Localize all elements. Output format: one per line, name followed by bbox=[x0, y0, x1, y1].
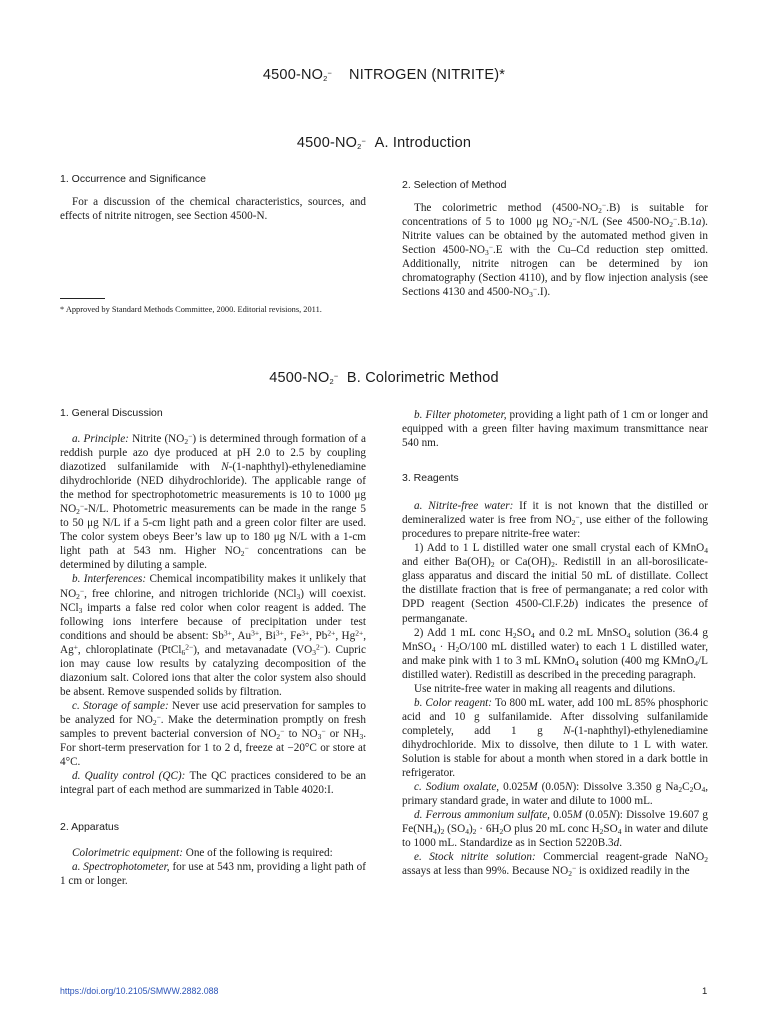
footnote-rule bbox=[60, 298, 105, 299]
procedure-1-paragraph: 1) Add to 1 L distilled water one small crystal each of KMnO$_4$ and either $Ba(OH)_2$ or $Ca(OH)_2$. Redistill in an all-borosilicate-glass apparatus and discard the initial 50 mL of distillate. Collect the distillate fraction that is free of permanganate; a red color with DPD reagent (Section 4500-Cl.F.2b) indicates the presence of permanganate. bbox=[402, 542, 708, 625]
color-reagent-paragraph: b. Color reagent: To 800 mL water, add 100 mL 85% phosphoric acid and 10 g sulfanilamide. After dissolving sulfanilamide completely, add 1 g N-(1-naphthyl)-ethylenediamine dihydrochloride. Mix to dissolve, then dilute to 1 L with water. Solution is stable for about a month when stored in a dark bottle in refrigerator. bbox=[402, 696, 708, 780]
use-nitrite-free-water-paragraph: Use nitrite-free water in making all reagents and dilutions. bbox=[414, 682, 676, 695]
sodium-oxalate-paragraph: c. Sodium oxalate, 0.025M (0.05N): Dissolve 3.350 g $Na_2C_2O_4$, primary standard grade, in water and dilute to 1000 mL. bbox=[402, 781, 708, 808]
principle-paragraph: a. Principle: Nitrite $(NO_2^-)$ is determined through formation of a reddish purple azo dye produced at pH 2.0 to 2.5 by coupling diazotized sulfanilamide with N-(1-naphthyl)-ethylenediamine dihydrochloride (NED dihydrochloride). The applicable range of the method for spectrophotometric measurements is 10 to 1000 μg $NO_2^--N/L$. Photometric measurements can be made in the range 5 to 50 μg N/L if a 5-cm light path and a green color filter are used. The color system obeys Beer’s law up to 180 μg N/L with a 1-cm light path at 543 nm. Higher $NO_2^-$ concentrations can be determined by diluting a sample. bbox=[60, 431, 367, 572]
spectrophotometer-paragraph: a. Spectrophotometer, for use at 543 nm, providing a light path of 1 cm or longer. bbox=[60, 861, 366, 888]
stock-nitrite-solution-paragraph: e. Stock nitrite solution: Commercial reagent-grade NaNO$_2$ assays at less than 99%. Because $NO_2^-$ is oxidized readily in the bbox=[402, 851, 708, 879]
nitrite-free-water-paragraph: a. Nitrite-free water: If it is not known that the distilled or demineralized water is free from $NO_2^-$, use either of the following procedures to prepare nitrite-free water: bbox=[402, 500, 708, 541]
page-title: $4500-NO_2^-$ NITROGEN (NITRITE)* bbox=[262, 67, 506, 83]
occurrence-paragraph: For a discussion of the chemical characteristics, sources, and effects of nitrite nitrogen, see Section 4500-N. bbox=[60, 196, 366, 223]
colorimetric-left-column bbox=[60, 407, 366, 888]
heading-reagents: 3. Reagents bbox=[402, 472, 459, 485]
interferences-paragraph: b. Interferences: Chemical incompatibility makes it unlikely that $NO_2^-$, free chlorine, and nitrogen trichloride (NCl$_3$) will coexist. NCl$_3$ imparts a false red color when color reagent is added. The following ions interfere because of precipitation under test conditions and should be absent: $Sb^{3+}$, $Au^{3+}$, $Bi^{3+}$, $Fe^{3+}$, $Pb^{2+}$, $Hg^{2+}$, Ag+, chloroplatinate (PtCl$_6^{2-}$), and metavanadate $(VO_3^{2-})$. Cupric ion may cause low results by catalyzing decomposition of the diazonium salt. Colored ions that alter the color system also should be absent. Remove suspended solids by filtration. bbox=[60, 573, 366, 698]
doi-link[interactable]: https://doi.org/10.2105/SMWW.2882.088 bbox=[60, 986, 219, 996]
procedure-2-paragraph: 2) Add 1 mL conc $H_2SO_4$ and 0.2 mL MnSO$_4$ solution (36.4 g MnSO$_4$ · $H_2O/100$ mL distilled water) to each 1 L distilled water, and make pink with 1 to 3 mL KMnO$_4$ solution (400 mg KMnO$_4$/L distilled water). Redistill as described in the preceding paragraph. bbox=[402, 626, 708, 681]
page-number: 1 bbox=[702, 986, 708, 997]
colorimetric-right-column bbox=[402, 408, 708, 878]
heading-occurrence: 1. Occurrence and Significance bbox=[60, 173, 206, 185]
filter-photometer-paragraph: b. Filter photometer, providing a light path of 1 cm or longer and equipped with a green filter having maximum transmittance near 540 nm. bbox=[402, 409, 708, 450]
selection-paragraph: The colorimetric method $(4500-NO_2^-.B)$ is suitable for concentrations of 5 to 1000 μg $NO_2^--N/L$ (See $4500-NO_2^-.B.1a$). Nitrite values can be obtained by the automated method given in Section $4500-NO_3^-.E$ with the Cu–Cd reduction step omitted. Additionally, nitrite nitrogen can be determined by ion chromatography (Section 4110), and by flow injection analysis (see Sections 4130 and $4500-NO_3^-.I$). bbox=[402, 200, 708, 300]
section-title-introduction: $4500-NO_2^-$ A. Introduction bbox=[296, 135, 472, 151]
ferrous-ammonium-sulfate-paragraph: d. Ferrous ammonium sulfate, 0.05M (0.05N): Dissolve 19.607 g $Fe(NH_4)_2$ $(SO_4)_2 \cdot 6H_2O$ plus 20 mL conc $H_2SO_4$ in water and dilute to 1000 mL. Standardize as in Section 5220B.3d. bbox=[402, 809, 709, 850]
storage-paragraph: c. Storage of sample: Never use acid preservation for samples to be analyzed for $NO_2^-$. Make the determination promptly on fresh samples to prevent bacterial conversion of $NO_2^-$ to $NO_3^-$ or $NH_3$. For short-term preservation for 1 to 2 d, freeze at −20°C or store at 4°C. bbox=[60, 699, 367, 769]
heading-selection: 2. Selection of Method bbox=[402, 179, 507, 191]
intro-right-column bbox=[402, 179, 708, 299]
heading-general-discussion: 1. General Discussion bbox=[60, 407, 163, 419]
intro-left-column bbox=[60, 173, 366, 223]
footnote: * Approved by Standard Methods Committee, 2000. Editorial revisions, 2011. bbox=[60, 305, 322, 314]
section-title-colorimetric: $4500-NO_2^-$ B. Colorimetric Method bbox=[269, 370, 499, 386]
colorimetric-equipment-paragraph: Colorimetric equipment: One of the following is required: bbox=[72, 847, 333, 860]
heading-apparatus: 2. Apparatus bbox=[60, 821, 119, 834]
quality-control-paragraph: d. Quality control (QC): The QC practices considered to be an integral part of each method are summarized in Table 4020:I. bbox=[60, 770, 366, 797]
